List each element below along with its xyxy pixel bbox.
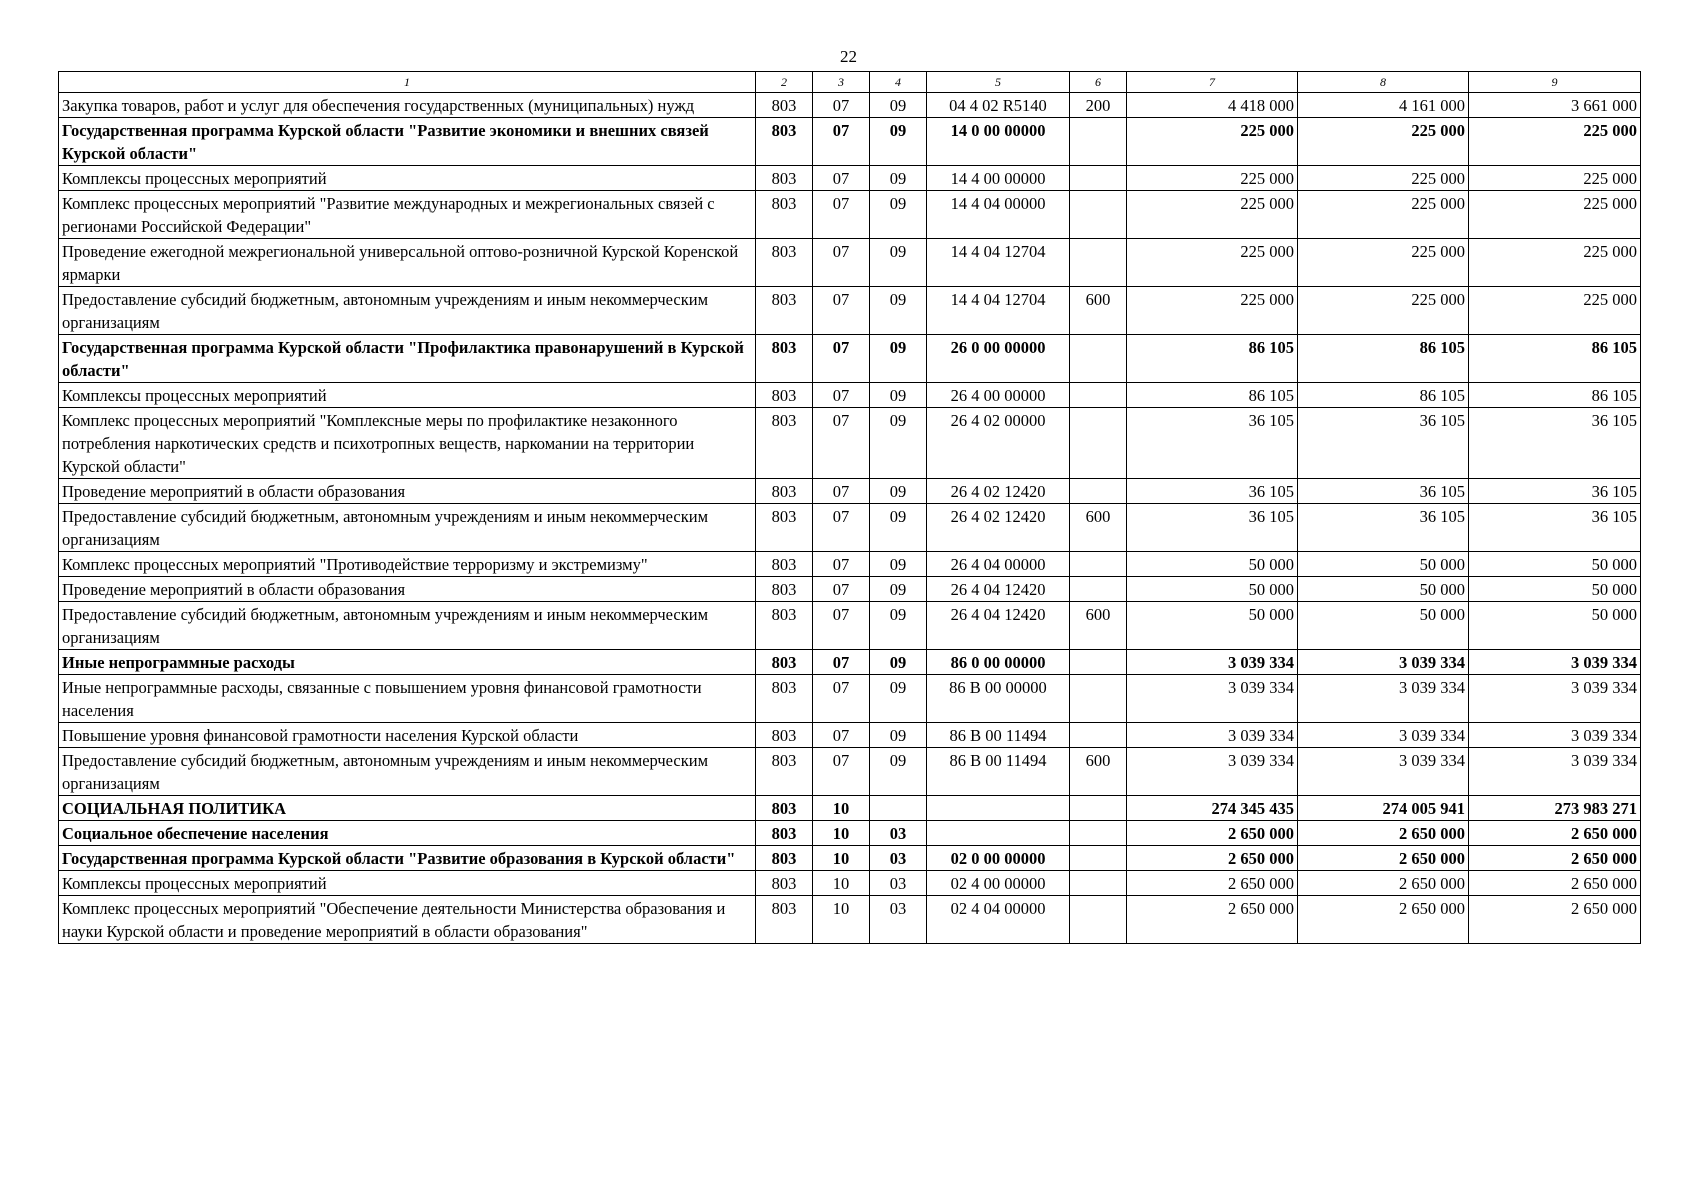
- amount-year-1: 2 650 000: [1127, 821, 1298, 846]
- table-row: [59, 504, 1641, 552]
- amount-year-3: 50 000: [1469, 602, 1641, 650]
- expense-type-code: [1070, 118, 1127, 166]
- subsection-code: [870, 796, 927, 821]
- amount-year-1: 225 000: [1127, 118, 1298, 166]
- amount-year-3: 273 983 271: [1469, 796, 1641, 821]
- ministry-code: 803: [756, 796, 813, 821]
- column-number: 9: [1469, 72, 1641, 93]
- amount-year-3: 225 000: [1469, 287, 1641, 335]
- section-code: 07: [813, 408, 870, 479]
- row-name: Социальное обеспечение населения: [59, 821, 756, 846]
- subsection-code: 09: [870, 504, 927, 552]
- table-row: [59, 335, 1641, 383]
- amount-year-2: 36 105: [1298, 479, 1469, 504]
- subsection-code: 09: [870, 675, 927, 723]
- ministry-code: 803: [756, 675, 813, 723]
- table-row: [59, 871, 1641, 896]
- amount-year-2: 3 039 334: [1298, 675, 1469, 723]
- amount-year-2: 3 039 334: [1298, 748, 1469, 796]
- amount-year-2: 4 161 000: [1298, 93, 1469, 118]
- subsection-code: 09: [870, 383, 927, 408]
- amount-year-1: 4 418 000: [1127, 93, 1298, 118]
- target-article-code: 86 В 00 00000: [927, 675, 1070, 723]
- section-code: 10: [813, 871, 870, 896]
- ministry-code: 803: [756, 191, 813, 239]
- section-code: 07: [813, 504, 870, 552]
- amount-year-2: 50 000: [1298, 577, 1469, 602]
- amount-year-3: 3 039 334: [1469, 748, 1641, 796]
- amount-year-2: 3 039 334: [1298, 650, 1469, 675]
- expense-type-code: [1070, 650, 1127, 675]
- expense-type-code: [1070, 552, 1127, 577]
- subsection-code: 09: [870, 723, 927, 748]
- amount-year-1: 225 000: [1127, 287, 1298, 335]
- target-article-code: 26 4 02 12420: [927, 504, 1070, 552]
- amount-year-1: 86 105: [1127, 383, 1298, 408]
- table-row: [59, 602, 1641, 650]
- section-code: 07: [813, 748, 870, 796]
- target-article-code: 26 4 04 00000: [927, 552, 1070, 577]
- subsection-code: 09: [870, 577, 927, 602]
- target-article-code: 04 4 02 R5140: [927, 93, 1070, 118]
- section-code: 07: [813, 239, 870, 287]
- ministry-code: 803: [756, 896, 813, 944]
- amount-year-2: 50 000: [1298, 552, 1469, 577]
- ministry-code: 803: [756, 383, 813, 408]
- ministry-code: 803: [756, 602, 813, 650]
- expense-type-code: [1070, 479, 1127, 504]
- column-number: 3: [813, 72, 870, 93]
- amount-year-3: 3 661 000: [1469, 93, 1641, 118]
- subsection-code: 09: [870, 479, 927, 504]
- section-code: 07: [813, 335, 870, 383]
- expense-type-code: [1070, 239, 1127, 287]
- expense-type-code: 600: [1070, 748, 1127, 796]
- subsection-code: 09: [870, 191, 927, 239]
- expense-type-code: [1070, 191, 1127, 239]
- ministry-code: 803: [756, 479, 813, 504]
- row-name: Комплекс процессных мероприятий "Комплексные меры по профилактике незаконного потребления наркотических средств и психотропных веществ, наркомании на территории Курской области": [59, 408, 756, 479]
- ministry-code: 803: [756, 287, 813, 335]
- target-article-code: 26 4 04 12420: [927, 577, 1070, 602]
- row-name: Проведение мероприятий в области образования: [59, 577, 756, 602]
- amount-year-3: 225 000: [1469, 239, 1641, 287]
- amount-year-1: 36 105: [1127, 408, 1298, 479]
- amount-year-2: 225 000: [1298, 239, 1469, 287]
- row-name: Комплекс процессных мероприятий "Обеспечение деятельности Министерства образования и науки Курской области и проведение мероприятий в области образования": [59, 896, 756, 944]
- row-name: Закупка товаров, работ и услуг для обеспечения государственных (муниципальных) нужд: [59, 93, 756, 118]
- amount-year-1: 2 650 000: [1127, 896, 1298, 944]
- expense-type-code: [1070, 408, 1127, 479]
- column-number: 1: [59, 72, 756, 93]
- subsection-code: 09: [870, 118, 927, 166]
- row-name: Проведение ежегодной межрегиональной универсальной оптово-розничной Курской Коренской ярмарки: [59, 239, 756, 287]
- section-code: 07: [813, 191, 870, 239]
- subsection-code: 09: [870, 335, 927, 383]
- column-number-row: [59, 72, 1641, 93]
- row-name: Повышение уровня финансовой грамотности населения Курской области: [59, 723, 756, 748]
- amount-year-1: 86 105: [1127, 335, 1298, 383]
- ministry-code: 803: [756, 408, 813, 479]
- column-number: 6: [1070, 72, 1127, 93]
- amount-year-1: 36 105: [1127, 479, 1298, 504]
- amount-year-1: 3 039 334: [1127, 723, 1298, 748]
- amount-year-3: 50 000: [1469, 577, 1641, 602]
- section-code: 10: [813, 846, 870, 871]
- subsection-code: 03: [870, 896, 927, 944]
- target-article-code: [927, 821, 1070, 846]
- amount-year-2: 36 105: [1298, 408, 1469, 479]
- column-number: 2: [756, 72, 813, 93]
- row-name: Комплекс процессных мероприятий "Развитие международных и межрегиональных связей с регионами Российской Федерации": [59, 191, 756, 239]
- target-article-code: 86 В 00 11494: [927, 723, 1070, 748]
- expense-type-code: [1070, 796, 1127, 821]
- amount-year-3: 3 039 334: [1469, 650, 1641, 675]
- expense-type-code: 600: [1070, 504, 1127, 552]
- amount-year-3: 86 105: [1469, 335, 1641, 383]
- row-name: Государственная программа Курской области "Профилактика правонарушений в Курской области": [59, 335, 756, 383]
- table-row: [59, 650, 1641, 675]
- target-article-code: 86 В 00 11494: [927, 748, 1070, 796]
- ministry-code: 803: [756, 118, 813, 166]
- table-row: [59, 118, 1641, 166]
- section-code: 10: [813, 896, 870, 944]
- ministry-code: 803: [756, 552, 813, 577]
- row-name: Комплекс процессных мероприятий "Противодействие терроризму и экстремизму": [59, 552, 756, 577]
- target-article-code: 26 4 02 00000: [927, 408, 1070, 479]
- amount-year-3: 225 000: [1469, 118, 1641, 166]
- amount-year-1: 50 000: [1127, 552, 1298, 577]
- subsection-code: 09: [870, 239, 927, 287]
- row-name: Предоставление субсидий бюджетным, автономным учреждениям и иным некоммерческим организациям: [59, 748, 756, 796]
- subsection-code: 03: [870, 846, 927, 871]
- amount-year-3: 2 650 000: [1469, 871, 1641, 896]
- amount-year-2: 2 650 000: [1298, 896, 1469, 944]
- section-code: 07: [813, 675, 870, 723]
- table-row: [59, 723, 1641, 748]
- subsection-code: 03: [870, 821, 927, 846]
- subsection-code: 09: [870, 408, 927, 479]
- section-code: 07: [813, 166, 870, 191]
- amount-year-1: 225 000: [1127, 166, 1298, 191]
- amount-year-1: 2 650 000: [1127, 846, 1298, 871]
- row-name: Комплексы процессных мероприятий: [59, 871, 756, 896]
- expense-type-code: [1070, 871, 1127, 896]
- expense-type-code: [1070, 846, 1127, 871]
- amount-year-1: 274 345 435: [1127, 796, 1298, 821]
- target-article-code: 02 4 04 00000: [927, 896, 1070, 944]
- target-article-code: 26 4 02 12420: [927, 479, 1070, 504]
- amount-year-1: 3 039 334: [1127, 675, 1298, 723]
- target-article-code: 26 0 00 00000: [927, 335, 1070, 383]
- table-row: [59, 675, 1641, 723]
- amount-year-1: 225 000: [1127, 191, 1298, 239]
- amount-year-1: 2 650 000: [1127, 871, 1298, 896]
- ministry-code: 803: [756, 577, 813, 602]
- expense-type-code: [1070, 821, 1127, 846]
- amount-year-2: 225 000: [1298, 287, 1469, 335]
- row-name: Иные непрограммные расходы, связанные с повышением уровня финансовой грамотности населения: [59, 675, 756, 723]
- row-name: Предоставление субсидий бюджетным, автономным учреждениям и иным некоммерческим организациям: [59, 287, 756, 335]
- expense-type-code: [1070, 383, 1127, 408]
- subsection-code: 09: [870, 650, 927, 675]
- ministry-code: 803: [756, 846, 813, 871]
- amount-year-3: 86 105: [1469, 383, 1641, 408]
- amount-year-2: 225 000: [1298, 118, 1469, 166]
- ministry-code: 803: [756, 871, 813, 896]
- table-row: [59, 479, 1641, 504]
- target-article-code: 14 4 04 12704: [927, 239, 1070, 287]
- column-number: 5: [927, 72, 1070, 93]
- subsection-code: 09: [870, 552, 927, 577]
- expense-type-code: 600: [1070, 287, 1127, 335]
- amount-year-2: 2 650 000: [1298, 846, 1469, 871]
- amount-year-3: 3 039 334: [1469, 675, 1641, 723]
- target-article-code: 14 4 00 00000: [927, 166, 1070, 191]
- section-code: 07: [813, 602, 870, 650]
- section-code: 10: [813, 796, 870, 821]
- table-row: [59, 166, 1641, 191]
- table-row: [59, 239, 1641, 287]
- amount-year-3: 2 650 000: [1469, 846, 1641, 871]
- table-row: [59, 821, 1641, 846]
- row-name: СОЦИАЛЬНАЯ ПОЛИТИКА: [59, 796, 756, 821]
- amount-year-2: 225 000: [1298, 166, 1469, 191]
- row-name: Предоставление субсидий бюджетным, автономным учреждениям и иным некоммерческим организациям: [59, 504, 756, 552]
- expense-type-code: 200: [1070, 93, 1127, 118]
- amount-year-2: 86 105: [1298, 335, 1469, 383]
- amount-year-1: 225 000: [1127, 239, 1298, 287]
- table-row: [59, 191, 1641, 239]
- ministry-code: 803: [756, 504, 813, 552]
- amount-year-1: 50 000: [1127, 602, 1298, 650]
- section-code: 07: [813, 118, 870, 166]
- subsection-code: 09: [870, 748, 927, 796]
- subsection-code: 03: [870, 871, 927, 896]
- subsection-code: 09: [870, 166, 927, 191]
- target-article-code: 02 4 00 00000: [927, 871, 1070, 896]
- amount-year-1: 50 000: [1127, 577, 1298, 602]
- table-body: [59, 72, 1641, 944]
- target-article-code: 14 4 04 12704: [927, 287, 1070, 335]
- amount-year-2: 86 105: [1298, 383, 1469, 408]
- amount-year-3: 36 105: [1469, 408, 1641, 479]
- row-name: Комплексы процессных мероприятий: [59, 166, 756, 191]
- expense-type-code: [1070, 675, 1127, 723]
- ministry-code: 803: [756, 650, 813, 675]
- amount-year-1: 36 105: [1127, 504, 1298, 552]
- column-number: 4: [870, 72, 927, 93]
- amount-year-1: 3 039 334: [1127, 650, 1298, 675]
- amount-year-2: 2 650 000: [1298, 821, 1469, 846]
- section-code: 07: [813, 383, 870, 408]
- expense-type-code: [1070, 335, 1127, 383]
- target-article-code: 02 0 00 00000: [927, 846, 1070, 871]
- amount-year-3: 225 000: [1469, 166, 1641, 191]
- expense-type-code: [1070, 577, 1127, 602]
- expense-type-code: [1070, 723, 1127, 748]
- expense-type-code: [1070, 896, 1127, 944]
- section-code: 07: [813, 577, 870, 602]
- page-number: 22: [840, 47, 857, 66]
- row-name: Государственная программа Курской области "Развитие экономики и внешних связей Курской области": [59, 118, 756, 166]
- table-row: [59, 383, 1641, 408]
- target-article-code: [927, 796, 1070, 821]
- target-article-code: 86 0 00 00000: [927, 650, 1070, 675]
- amount-year-3: 225 000: [1469, 191, 1641, 239]
- table-row: [59, 408, 1641, 479]
- subsection-code: 09: [870, 602, 927, 650]
- section-code: 07: [813, 479, 870, 504]
- table-row: [59, 93, 1641, 118]
- amount-year-3: 2 650 000: [1469, 821, 1641, 846]
- ministry-code: 803: [756, 93, 813, 118]
- ministry-code: 803: [756, 335, 813, 383]
- budget-table: [58, 71, 1641, 944]
- section-code: 07: [813, 723, 870, 748]
- row-name: Государственная программа Курской области "Развитие образования в Курской области": [59, 846, 756, 871]
- target-article-code: 26 4 00 00000: [927, 383, 1070, 408]
- target-article-code: 26 4 04 12420: [927, 602, 1070, 650]
- amount-year-2: 2 650 000: [1298, 871, 1469, 896]
- subsection-code: 09: [870, 287, 927, 335]
- table-row: [59, 287, 1641, 335]
- amount-year-2: 3 039 334: [1298, 723, 1469, 748]
- amount-year-3: 50 000: [1469, 552, 1641, 577]
- table-row: [59, 577, 1641, 602]
- row-name: Предоставление субсидий бюджетным, автономным учреждениям и иным некоммерческим организациям: [59, 602, 756, 650]
- ministry-code: 803: [756, 748, 813, 796]
- section-code: 10: [813, 821, 870, 846]
- amount-year-2: 225 000: [1298, 191, 1469, 239]
- amount-year-3: 36 105: [1469, 479, 1641, 504]
- amount-year-3: 2 650 000: [1469, 896, 1641, 944]
- row-name: Комплексы процессных мероприятий: [59, 383, 756, 408]
- amount-year-2: 274 005 941: [1298, 796, 1469, 821]
- table-row: [59, 846, 1641, 871]
- ministry-code: 803: [756, 166, 813, 191]
- table-row: [59, 896, 1641, 944]
- expense-type-code: [1070, 166, 1127, 191]
- target-article-code: 14 0 00 00000: [927, 118, 1070, 166]
- ministry-code: 803: [756, 821, 813, 846]
- section-code: 07: [813, 552, 870, 577]
- row-name: Иные непрограммные расходы: [59, 650, 756, 675]
- table-row: [59, 748, 1641, 796]
- ministry-code: 803: [756, 723, 813, 748]
- section-code: 07: [813, 93, 870, 118]
- ministry-code: 803: [756, 239, 813, 287]
- subsection-code: 09: [870, 93, 927, 118]
- column-number: 7: [1127, 72, 1298, 93]
- table-row: [59, 552, 1641, 577]
- expense-type-code: 600: [1070, 602, 1127, 650]
- section-code: 07: [813, 650, 870, 675]
- amount-year-2: 36 105: [1298, 504, 1469, 552]
- amount-year-1: 3 039 334: [1127, 748, 1298, 796]
- row-name: Проведение мероприятий в области образования: [59, 479, 756, 504]
- target-article-code: 14 4 04 00000: [927, 191, 1070, 239]
- section-code: 07: [813, 287, 870, 335]
- column-number: 8: [1298, 72, 1469, 93]
- table-row: [59, 796, 1641, 821]
- amount-year-3: 36 105: [1469, 504, 1641, 552]
- amount-year-3: 3 039 334: [1469, 723, 1641, 748]
- amount-year-2: 50 000: [1298, 602, 1469, 650]
